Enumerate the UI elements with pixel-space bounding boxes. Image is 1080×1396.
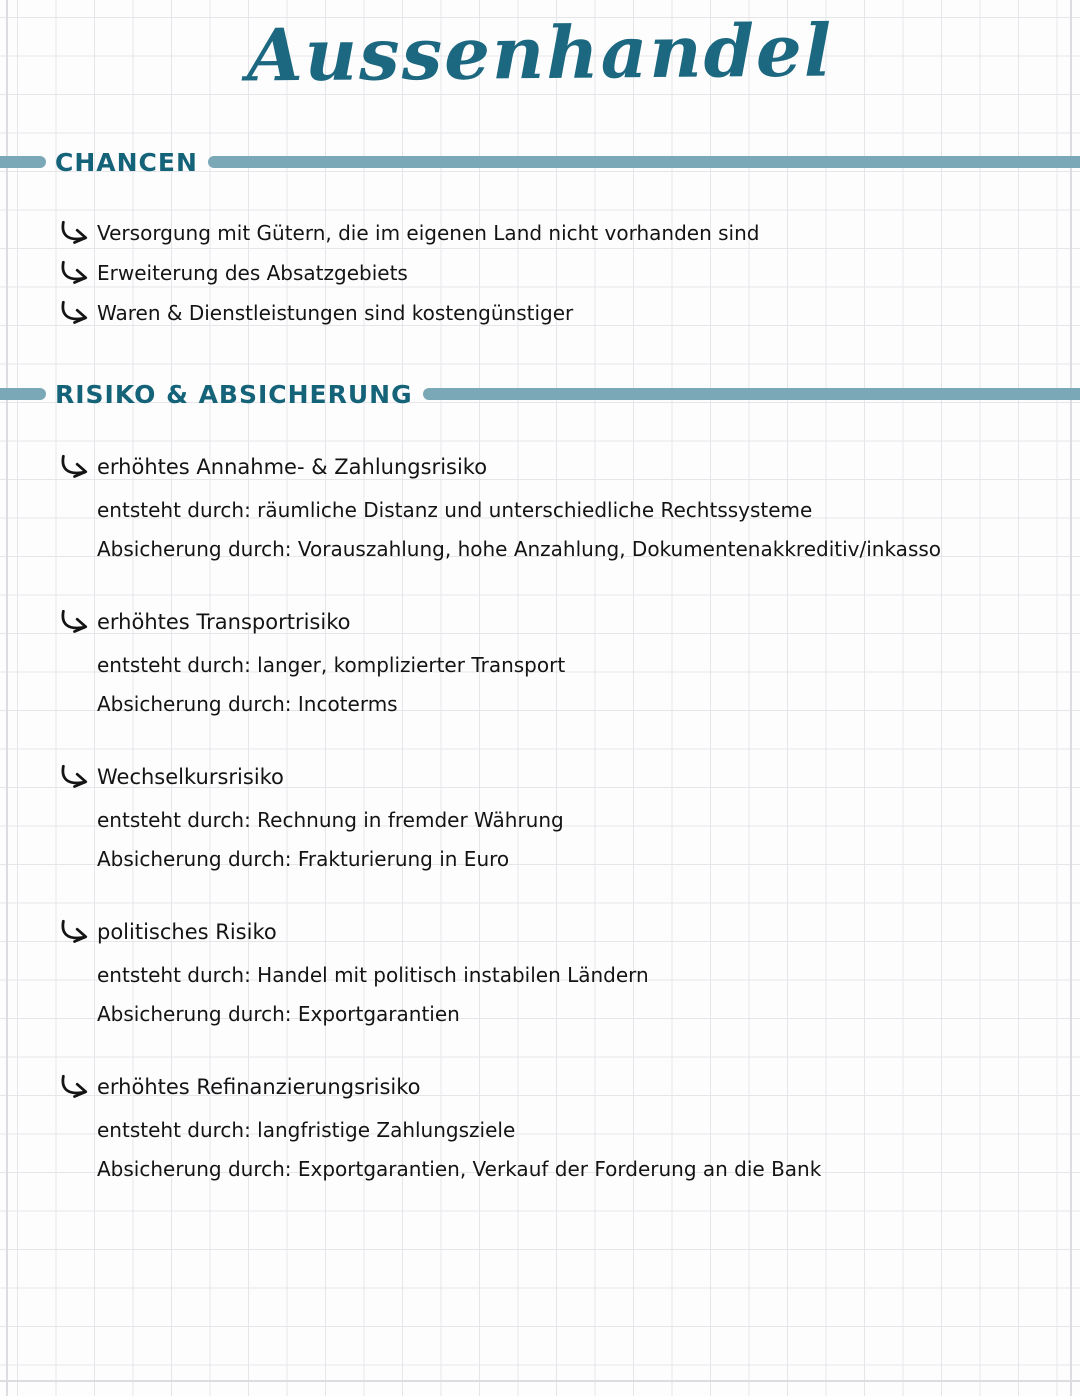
risk-cause: entsteht durch: langer, komplizierter Transport xyxy=(97,653,566,677)
curved-arrow-icon xyxy=(58,1074,90,1102)
section-header-risiko xyxy=(0,377,1080,411)
risk-protection: Absicherung durch: Exportgarantien xyxy=(97,1002,460,1026)
curved-arrow-icon xyxy=(58,260,90,288)
risk-block xyxy=(58,452,1060,569)
risk-title: erhöhtes Annahme- & Zahlungsrisiko xyxy=(97,455,488,479)
risk-protection: Absicherung durch: Incoterms xyxy=(97,692,398,716)
list-item xyxy=(58,258,1060,298)
curved-arrow-icon xyxy=(58,609,90,637)
risk-title-row xyxy=(58,917,1060,956)
risk-protection: Absicherung durch: Vorauszahlung, hohe Anzahlung, Dokumentenakkreditiv/inkasso xyxy=(97,537,942,561)
risk-cause: entsteht durch: räumliche Distanz und unterschiedliche Rechtssysteme xyxy=(97,498,813,522)
page-title: Aussenhandel xyxy=(246,7,834,98)
risk-blocks xyxy=(58,452,1060,1227)
risk-block xyxy=(58,1072,1060,1189)
risk-title: erhöhtes Refinanzierungsrisiko xyxy=(97,1075,421,1099)
header-bar-right xyxy=(208,156,1080,168)
bullet-text: Versorgung mit Gütern, die im eigenen Land nicht vorhanden sind xyxy=(97,221,760,245)
risk-cause: entsteht durch: Rechnung in fremder Währung xyxy=(97,808,564,832)
risk-cause: entsteht durch: Handel mit politisch instabilen Ländern xyxy=(97,963,649,987)
bullet-text: Erweiterung des Absatzgebiets xyxy=(97,261,408,285)
risk-protection: Absicherung durch: Exportgarantien, Verkauf der Forderung an die Bank xyxy=(97,1157,822,1181)
curved-arrow-icon xyxy=(58,764,90,792)
section-heading-risiko: RISIKO & ABSICHERUNG xyxy=(55,379,413,409)
page-edge-line-left xyxy=(6,0,8,1396)
page-edge-line-bottom xyxy=(0,1380,1080,1382)
risk-title: Wechselkursrisiko xyxy=(97,765,284,789)
risk-protection: Absicherung durch: Frakturierung in Euro xyxy=(97,847,510,871)
section-header-chancen xyxy=(0,145,1080,179)
page-edge-line-right xyxy=(1070,0,1072,1396)
section-heading-chancen: CHANCEN xyxy=(55,147,198,177)
risk-title-row xyxy=(58,452,1060,491)
curved-arrow-icon xyxy=(58,300,90,328)
risk-title-row xyxy=(58,1072,1060,1111)
risk-title: erhöhtes Transportrisiko xyxy=(97,610,351,634)
curved-arrow-icon xyxy=(58,220,90,248)
risk-cause: entsteht durch: langfristige Zahlungsziele xyxy=(97,1118,516,1142)
bullet-text: Waren & Dienstleistungen sind kostengünstiger xyxy=(97,301,574,325)
risk-block xyxy=(58,917,1060,1034)
risk-title-row xyxy=(58,762,1060,801)
header-bar-right xyxy=(423,388,1080,400)
risk-block xyxy=(58,607,1060,724)
list-item xyxy=(58,218,1060,258)
risk-title: politisches Risiko xyxy=(97,920,277,944)
risk-title-row xyxy=(58,607,1060,646)
risk-block xyxy=(58,762,1060,879)
list-item xyxy=(58,298,1060,338)
curved-arrow-icon xyxy=(58,919,90,947)
header-bar-left xyxy=(0,388,46,400)
header-bar-left xyxy=(0,156,46,168)
curved-arrow-icon xyxy=(58,454,90,482)
chancen-list xyxy=(58,218,1060,338)
